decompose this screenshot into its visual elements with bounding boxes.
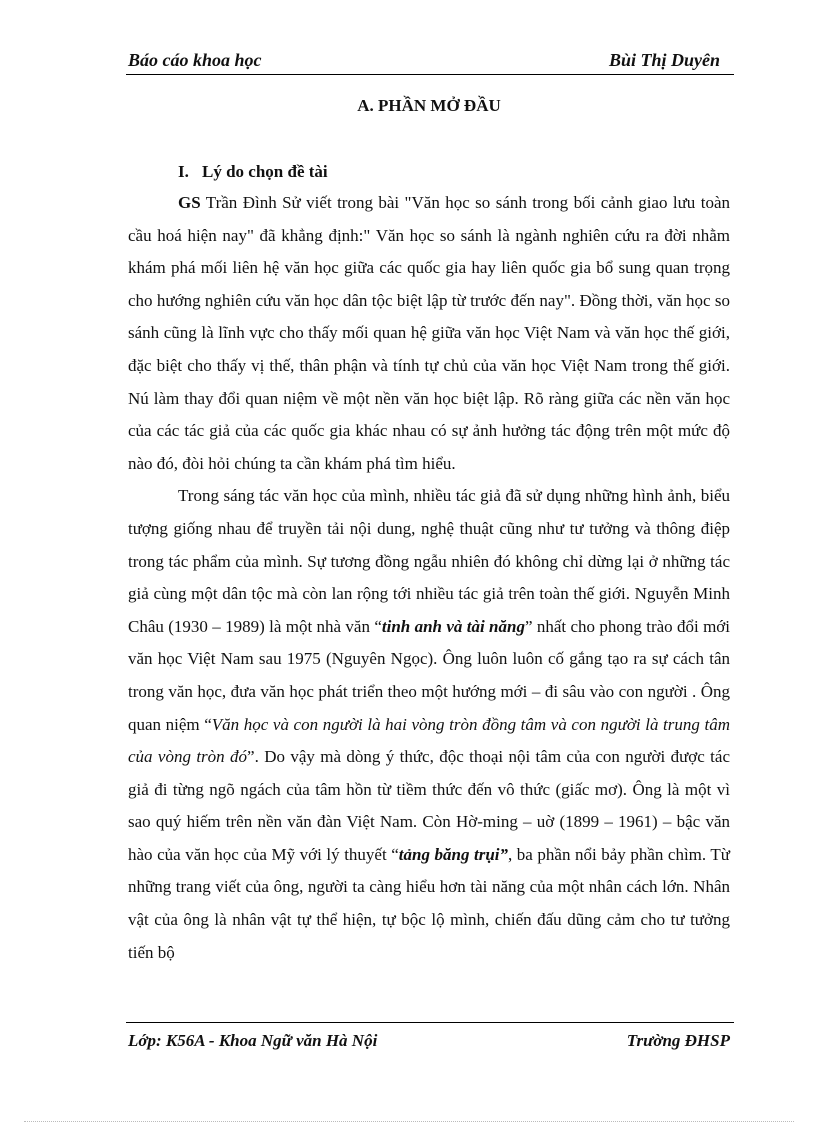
page-footer [128, 1029, 730, 1079]
header-divider [126, 74, 734, 75]
paragraph-1-lead: GS [178, 193, 201, 212]
body-text [128, 187, 730, 969]
header-author: Bùi Thị Duyên [608, 50, 720, 70]
paragraph-2-emphasis-1: tinh anh và tài năng [381, 616, 525, 636]
heading-number: I. [178, 162, 189, 181]
paragraph-2-emphasis-2: tảng băng trụi” [398, 844, 509, 864]
page-bottom-border [24, 1121, 794, 1122]
section-title: A. PHẦN MỞ ĐẦU [357, 96, 501, 115]
paragraph-2-part-2: ” nhất cho phong trào đổi mới văn học Việt Nam sau 1975 (Nguyên Ngọc). Ông luôn luôn cố gắng tạo ra sự cách tân trong văn học, đưa văn học phát triển theo một hướng mới – đi sâu vào con người . Ông quan niệm “ [128, 616, 731, 734]
paragraph-2-part-4: , ba phần nổi bảy phần chìm. Từ những trang viết của ông, người ta càng hiểu hơn tài năng của một nhân cách lớn. Nhân vật của ông là nhân vật tự thể hiện, tự bộc lộ mình, chiến đấu dũng cảm cho tư tưởng tiến bộ [128, 844, 730, 962]
subsection-heading [178, 162, 328, 182]
header-report-type: Báo cáo khoa học [128, 50, 262, 70]
paragraph-2 [128, 480, 730, 969]
page-header [128, 50, 730, 74]
footer-school: Trường ĐHSP [626, 1031, 730, 1050]
footer-class-info: Lớp: K56A - Khoa Ngữ văn Hà Nội [128, 1031, 378, 1050]
footer-divider [126, 1022, 734, 1023]
paragraph-1-text: Trần Đình Sử viết trong bài "Văn học so sánh trong bối cảnh giao lưu toàn cầu hoá hiện nay" đã khẳng định:" Văn học so sánh là ngành nghiên cứu ra đời nhằm khám phá mối liên hệ văn học giữa các quốc gia hay liên quốc gia bổ sung quan trọng cho hướng nghiên cứu văn học dân tộc biệt lập từ trước đến nay". Đồng thời, văn học so sánh cũng là lĩnh vực cho thấy mối quan hệ giữa văn học Việt Nam và văn học thế giới, đặc biệt cho thấy vị thế, thân phận và tính tự chủ của văn học Việt Nam trong thế giới. Nú làm thay đổi quan niệm về một nền văn học biệt lập. Rõ ràng giữa các nền văn học của các tác giả của các quốc gia khác nhau có sự ảnh hưởng tác động trên một mức độ nào đó, đòi hỏi chúng ta cần khám phá tìm hiểu. [128, 193, 730, 473]
paragraph-2-part-3: ”. Do vậy mà dòng ý thức, độc thoại nội tâm của con người được tác giả đi từng ngõ ngách của tâm hồn từ tiềm thức đến vô thức (giấc mơ). Ông là một vì sao quý hiếm trên nền văn đàn Việt Nam. Còn Hờ-ming – uờ (1899 – 1961) – bậc văn hào của văn học của Mỹ với lý thuyết “ [128, 747, 730, 864]
paragraph-2-quote: Văn học và con người là hai vòng tròn đồng tâm và con người là trung tâm của vòng tròn đó [128, 714, 730, 767]
paragraph-2-part-1: Trong sáng tác văn học của mình, nhiều tác giả đã sử dụng những hình ảnh, biểu tượng giống nhau để truyền tải nội dung, nghệ thuật cũng như tư tưởng và thông điệp trong tác phẩm của mình. Sự tương đồng ngẫu nhiên đó không chỉ dừng lại ở những tác giả cùng một dân tộc mà còn lan rộng tới nhiều tác giả trên toàn thế giới. Nguyễn Minh Châu (1930 – 1989) là một nhà văn “ [128, 486, 730, 636]
paragraph-1 [128, 187, 730, 480]
heading-text: Lý do chọn đề tài [202, 162, 328, 181]
